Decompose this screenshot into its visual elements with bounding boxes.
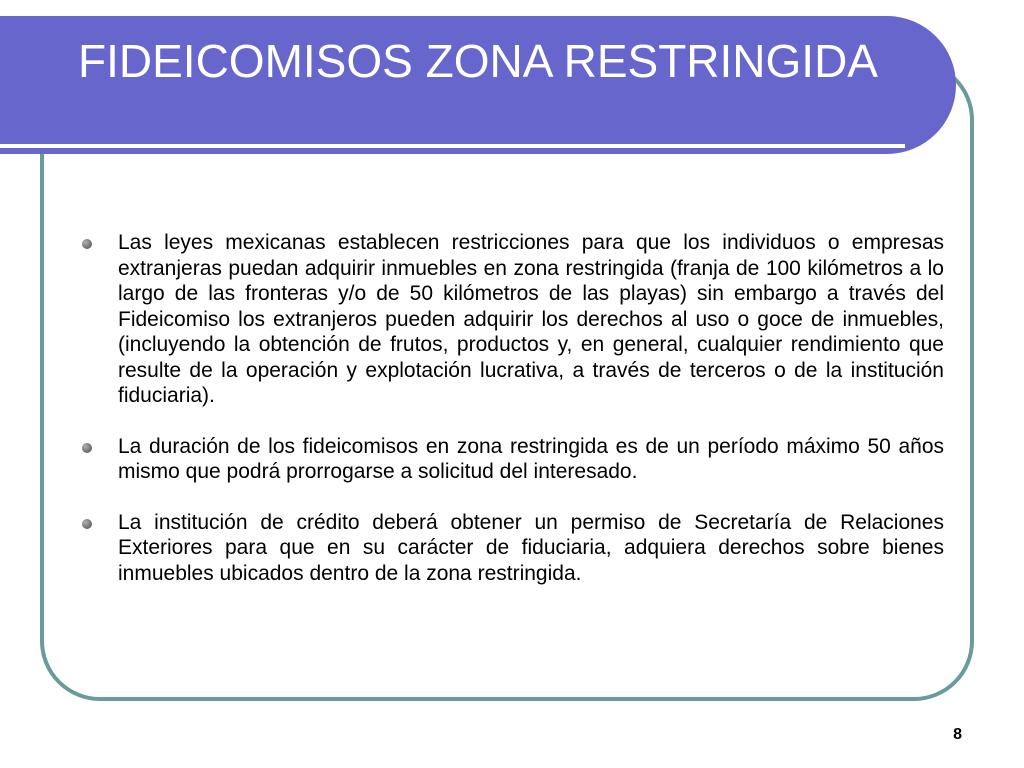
title-banner bbox=[0, 16, 956, 154]
bullet-item bbox=[80, 510, 944, 587]
title-underline bbox=[0, 144, 905, 148]
bullet-icon bbox=[82, 239, 92, 249]
page-number: 8 bbox=[953, 726, 962, 743]
slide-title: FIDEICOMISOS ZONA RESTRINGIDA bbox=[78, 35, 878, 87]
bullet-text: La duración de los fideicomisos en zona restringida es de un período máximo 50 años mismo que podrá prorrogarse a solicitud del interesado. bbox=[118, 434, 944, 483]
bullet-list bbox=[80, 230, 944, 611]
bullet-item bbox=[80, 230, 944, 409]
bullet-item bbox=[80, 434, 944, 485]
bullet-text: Las leyes mexicanas establecen restricciones para que los individuos o empresas extranjeras puedan adquirir inmuebles en zona restringida (franja de 100 kilómetros a lo largo de las fronteras y/o de 50 kilómetros de las playas) sin embargo a través del Fideicomiso los extranjeros pueden adquirir los derechos al uso o goce de inmuebles, (incluyendo la obtención de frutos, productos y, en general, cualquier rendimiento que resulte de la operación y explotación lucrativa, a través de terceros o de la institución fiduciaria). bbox=[118, 231, 944, 407]
bullet-icon bbox=[82, 443, 92, 453]
bullet-icon bbox=[82, 519, 92, 529]
bullet-text: La institución de crédito deberá obtener un permiso de Secretaría de Relaciones Exteriores para que en su carácter de fiduciaria, adquiera derechos sobre bienes inmuebles ubicados dentro de la zona restringida. bbox=[118, 510, 944, 585]
